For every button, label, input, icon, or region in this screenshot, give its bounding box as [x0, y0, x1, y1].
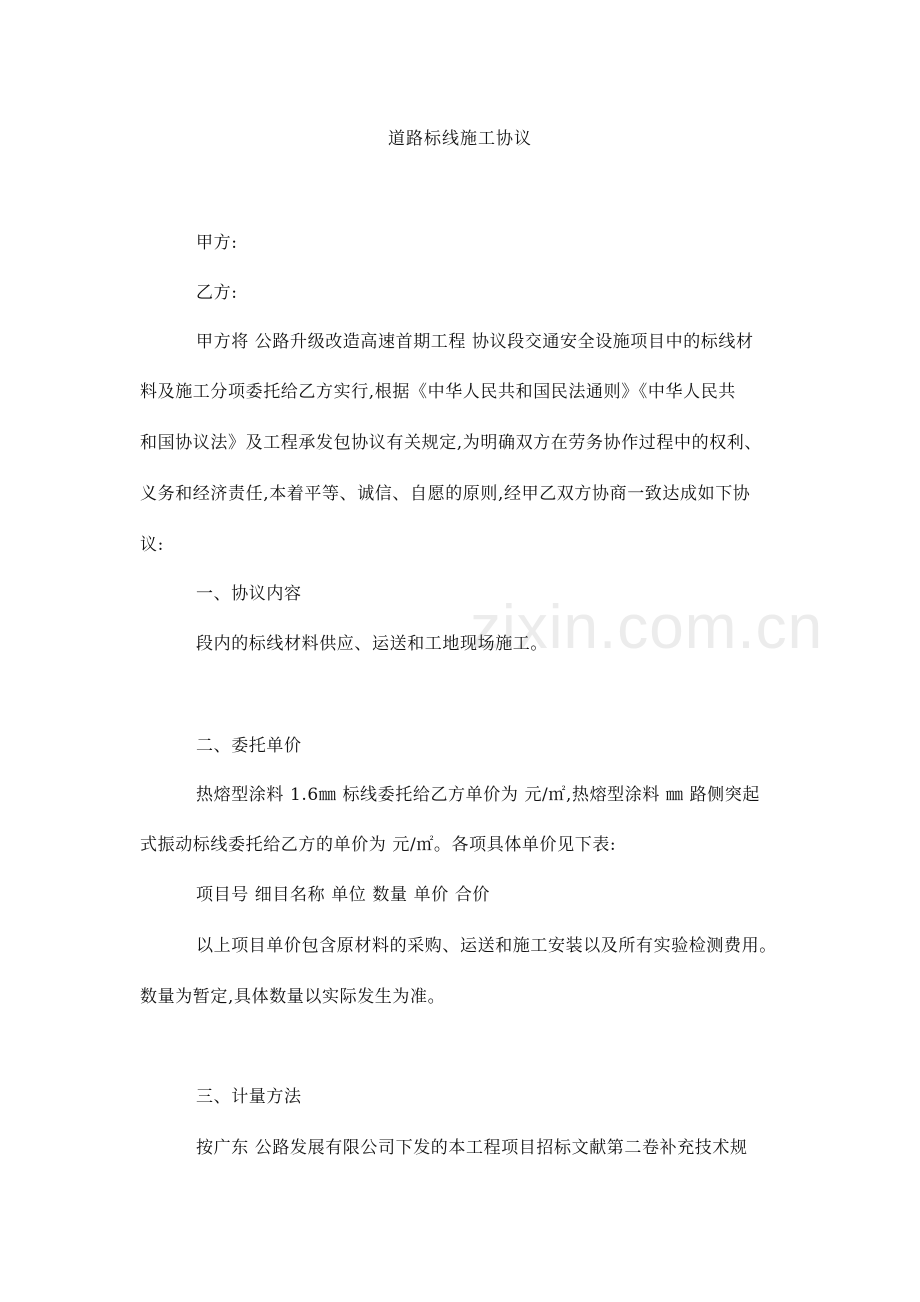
section1-body: 段内的标线材料供应、运送和工地现场施工。: [196, 634, 548, 654]
section2-body-line-2: 式振动标线委托给乙方的单价为 元/㎡。各项具体单价见下表:: [140, 835, 617, 855]
intro-line-2: 料及施工分项委托给乙方实行,根据《中华人民共和国民法通则》《中华人民共: [140, 382, 736, 402]
document-title: 道路标线施工协议: [388, 129, 532, 149]
section2-body-line-1: 热熔型涂料 1.6㎜ 标线委托给乙方单价为 元/㎡,热熔型涂料 ㎜ 路侧突起: [196, 785, 760, 805]
section2-heading: 二、委托单价: [196, 736, 302, 756]
section2-note-line-2: 数量为暂定,具体数量以实际发生为准。: [140, 987, 446, 1007]
intro-line-5: 议:: [140, 535, 164, 555]
watermark: zixin.com.cn: [470, 593, 824, 662]
intro-line-3: 和国协议法》及工程承发包协议有关规定,为明确双方在劳务协作过程中的权利、: [140, 433, 763, 453]
intro-line-1: 甲方将 公路升级改造高速首期工程 协议段交通安全设施项目中的标线材: [196, 332, 754, 352]
section3-body: 按广东 公路发展有限公司下发的本工程项目招标文献第二卷补充技术规: [196, 1138, 748, 1158]
section3-heading: 三、计量方法: [196, 1087, 302, 1107]
party-b-label: 乙方:: [196, 283, 238, 303]
section1-heading: 一、协议内容: [196, 584, 302, 604]
intro-line-4: 义务和经济责任,本着平等、诚信、自愿的原则,经甲乙双方协商一致达成如下协: [140, 484, 751, 504]
party-a-label: 甲方:: [196, 233, 238, 253]
section2-note-line-1: 以上项目单价包含原材料的采购、运送和施工安装以及所有实验检测费用。: [196, 936, 777, 956]
price-table-header: 项目号 细目名称 单位 数量 单价 合价: [196, 885, 491, 905]
